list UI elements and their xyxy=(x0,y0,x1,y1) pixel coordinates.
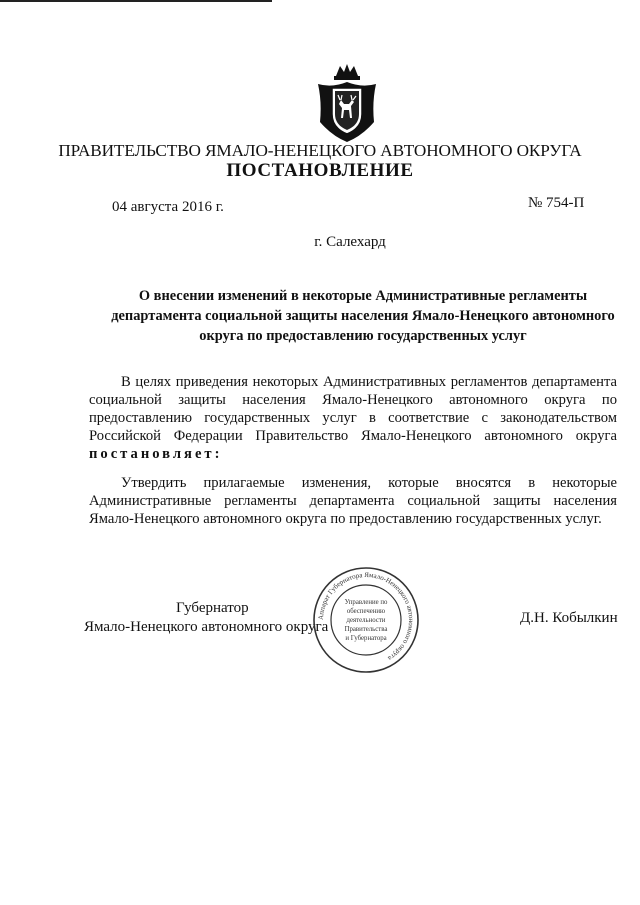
signatory-title-line1: Губернатор xyxy=(176,600,249,616)
document-city: г. Салехард xyxy=(314,234,386,250)
top-rule xyxy=(0,0,272,2)
official-seal xyxy=(312,566,420,674)
seal-line: деятельности xyxy=(346,617,386,624)
resolution-paragraph: Утвердить прилагаемые изменения, которые вносятся в некоторые Административные регламенты департамента социальной защиты населения Ямало-Ненецкого автономного округа по предоставлению государственных услуг. xyxy=(89,475,617,527)
resolve-keyword: постановляет: xyxy=(89,446,223,462)
seal-line: обеспечению xyxy=(346,608,386,615)
seal-line: Управление по xyxy=(344,599,388,606)
organization-name: ПРАВИТЕЛЬСТВО ЯМАЛО-НЕНЕЦКОГО АВТОНОМНОГО ОКРУГА xyxy=(58,141,582,160)
seal-line: и Губернатора xyxy=(345,635,387,642)
seal-line: Правительства xyxy=(344,626,388,633)
preamble-paragraph xyxy=(89,373,617,463)
signatory-title-line2: Ямало-Ненецкого автономного округа xyxy=(84,619,329,635)
document-date: 04 августа 2016 г. xyxy=(112,199,224,215)
document-type: ПОСТАНОВЛЕНИЕ xyxy=(226,160,414,181)
signatory-name: Д.Н. Кобылкин xyxy=(520,610,618,626)
preamble-text: В целях приведения некоторых Административных регламентов департамента социальной защиты населения Ямало-Ненецкого автономного округа по предоставлению государственных услуг в соответствие с законодательством Российской Федерации Правительство Ямало-Ненецкого автономного округа xyxy=(89,374,617,444)
document-number: № 754-П xyxy=(528,195,585,211)
document-subject: О внесении изменений в некоторые Административные регламенты департамента социальной защиты населения Ямало-Ненецкого автономного округа по предоставлению государственных услуг xyxy=(111,288,615,344)
coat-of-arms-icon xyxy=(314,62,380,144)
seal-center-text xyxy=(345,599,388,642)
seal-ring-text: Аппарат Губернатора Ямало-Ненецкого автономного округа xyxy=(316,570,416,663)
